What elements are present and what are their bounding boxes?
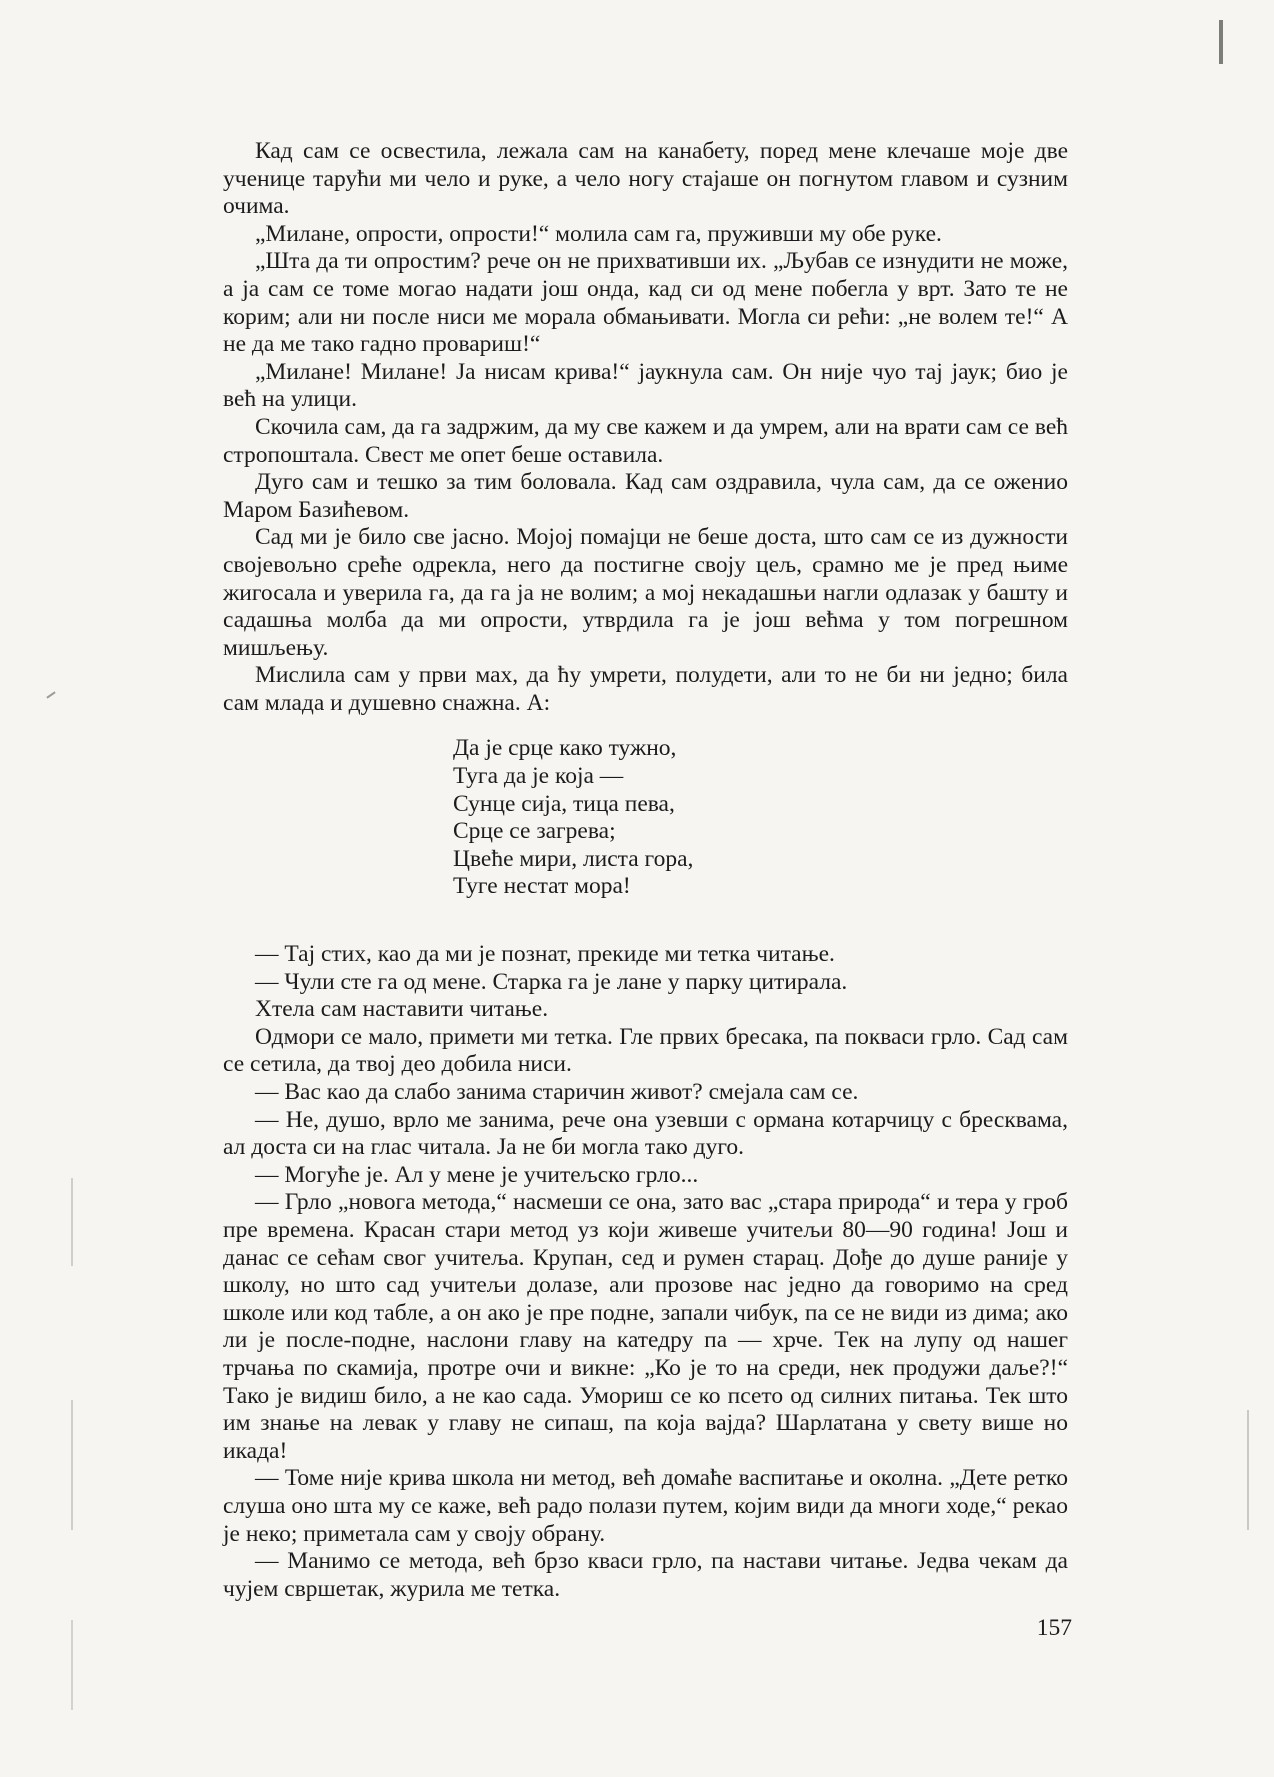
dialogue-paragraph: — Могуће је. Ал у мене је учитељско грло... xyxy=(255,1161,699,1188)
scan-edge-mark xyxy=(1219,20,1223,64)
paragraph: Скочила сам, да га задржим, да му све кажем и да умрем, али на врати сам се већ стропоштала. Свест ме опет беше оставила. xyxy=(223,413,1068,468)
scan-edge-mark xyxy=(46,691,55,698)
paragraph: Сад ми је било све јасно. Мојој помајци не беше доста, што сам се из дужности својевољно среће одрекла, него да постигне своју цељ, срамно ме је пред њиме жигосала и уверила га, да га ја не волим; а мој некадашњи нагли одлазак у башту и садашња молба да ми опрости, утврдила га је још већма у том погрешном мишљењу. xyxy=(223,524,1068,661)
poem-line: Да је срце како тужно, xyxy=(453,735,677,762)
dialogue-paragraph: — Не, душо, врло ме занима, рече она узевши с ормана котарчицу с бресквама, ал доста си на глас читала. Ја не би могла тако дуго. xyxy=(223,1106,1068,1161)
paragraph: Хтела сам наставити читање. xyxy=(255,996,549,1023)
dialogue-paragraph: — Грло „новога метода,“ насмеши се она, зато вас „стара природа“ и тера у гроб пре времена. Красан стари метод уз који живеше учитељи 80—90 година! Још и данас се сећам свог учитеља. Крупан, сед и румен старац. Дође до душе раније у школу, но што сад учитељи долазе, али прозове нас једно да говоримо на сред школе или код табле, а он ако је пре подне, запали чибук, па се не види из дима; ако ли је после-подне, наслони главу на катедру па — хрче. Тек на лупу од нашег трчања по скамија, протре очи и викне: „Ко је то на среди, нек продужи даље?!“ Тако је видиш било, а не као сада. Умориш се ко псето од силних питања. Тек што им знање на левак у главу не сипаш, па која вајда? Шарлатана у свету више но икада! xyxy=(223,1189,1068,1464)
poem-line: Срце се загрева; xyxy=(453,818,616,845)
dialogue-paragraph: — Вас као да слабо занима старичин живот? смејала сам се. xyxy=(255,1079,859,1105)
poem-line: Туге нестат мора! xyxy=(453,873,631,900)
poem-line: Туга да је која — xyxy=(453,763,624,790)
dialogue-paragraph: — Томе није крива школа ни метод, већ домаће васпитање и околна. „Дете ретко слуша оно шта му се каже, већ радо полази путем, којим види да многи ходе,“ рекао је неко; приметала сам у своју обрану. xyxy=(223,1465,1068,1547)
paragraph: „Шта да ти опростим? рече он не прихвативши их. „Љубав се изнудити не може, а ја сам се томе могао надати још онда, кад си од мене побегла у врт. Зато те не корим; али ни после ниси ме морала обмањивати. Могла си рећи: „не волем те!“ А не да ме тако гадно провариш!“ xyxy=(223,248,1068,358)
dialogue-paragraph: — Тај стих, као да ми је познат, прекиде ми тетка читање. xyxy=(255,941,835,968)
poem xyxy=(453,735,1068,901)
dialogue-paragraph: — Манимо се метода, већ брзо кваси грло, па настави читање. Једва чекам да чујем свршетак, журила ме тетка. xyxy=(223,1548,1068,1602)
poem-line: Цвеће мири, листа гора, xyxy=(453,845,694,872)
scan-edge-mark xyxy=(71,1178,73,1266)
paragraph: „Милане, опрости, опрости!“ молила сам га, пруживши му обе руке. xyxy=(255,220,942,247)
scan-edge-mark xyxy=(1247,1410,1249,1530)
page-number: 157 xyxy=(1036,1615,1072,1641)
scan-edge-mark xyxy=(71,1400,73,1530)
paragraph: Мислила сам у први мах, да ћу умрети, полудети, али то не би ни једно; била сам млада и душевно снажна. А: xyxy=(223,662,1068,716)
paragraph: Кад сам се освестила, лежала сам на канабету, поред мене клечаше моје две ученице тарући ми чело и руке, а чело ногу стајаше он погнутом главом и сузним очима. xyxy=(223,138,1068,220)
dialogue-paragraph: — Чули сте га од мене. Старка га је лане у парку цитирала. xyxy=(255,968,848,995)
body-text xyxy=(223,138,1068,1603)
paragraph: Одмори се мало, примети ми тетка. Гле првих бресака, па покваси грло. Сад сам се сетила, да твој део добила ниси. xyxy=(223,1023,1068,1078)
paragraph: „Милане! Милане! Ја нисам крива!“ јаукнула сам. Он није чуо тај јаук; био је већ на улици. xyxy=(223,358,1068,413)
poem-line: Сунце сија, тица пева, xyxy=(453,790,675,817)
scan-edge-mark xyxy=(71,1620,73,1710)
paragraph: Дуго сам и тешко за тим боловала. Кад сам оздравила, чула сам, да се оженио Маром Базићевом. xyxy=(223,469,1068,523)
